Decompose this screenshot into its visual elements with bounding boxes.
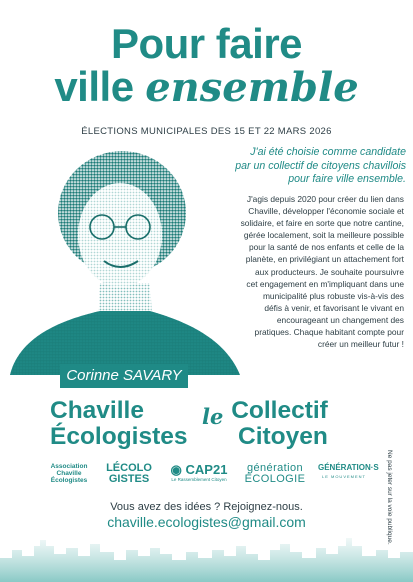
body-line: aux producteurs. Je souhaite poursuivre xyxy=(255,266,404,277)
title-word-ville: ville xyxy=(54,63,134,110)
elections-date: ÉLECTIONS MUNICIPALES DES 15 ET 22 MARS 2026 xyxy=(81,126,332,137)
body-line: défis à venir, et favorisant le vivant en xyxy=(264,302,404,313)
generations-logo-text: GÉNÉRATION·S xyxy=(318,463,379,472)
generations-logo xyxy=(318,463,379,493)
cap21-logo xyxy=(165,463,233,493)
ecologistes-word: Écologistes xyxy=(50,423,188,450)
generation-ecologie-logo xyxy=(240,463,310,493)
title-line-1: Pour faire xyxy=(110,20,303,67)
collectif-word: Collectif xyxy=(231,397,328,424)
collectif-citoyen-brand xyxy=(222,398,328,450)
cap21-swirl-icon: ◉ xyxy=(170,462,182,477)
eco-logo-line: LÉCOLO xyxy=(106,462,152,474)
intro-line: J'ai été choisie comme candidate xyxy=(250,146,406,158)
intro-line: pour faire ville ensemble. xyxy=(288,173,406,185)
contact-email-link[interactable]: chaville.ecologistes@gmail.com xyxy=(107,514,306,530)
body-line: Chaville, développer l'économie sociale et xyxy=(248,206,404,217)
assoc-logo-line: Écologistes xyxy=(50,477,88,484)
gen-logo-line: ÉCOLOGIE xyxy=(244,473,306,485)
body-line: encourageant un changement des xyxy=(276,314,404,325)
body-line: J'agis depuis 2020 pour créer du lien dans xyxy=(246,194,404,204)
intro-text xyxy=(168,146,406,187)
city-skyline-illustration xyxy=(0,526,413,582)
chaville-word: Chaville xyxy=(50,397,144,424)
body-line: pour la santé de nos enfants et celle de la xyxy=(248,242,404,253)
disclaimer-text: Ne pas jeter sur la voie publique. xyxy=(386,450,393,545)
le-word: le xyxy=(202,404,224,429)
assoc-logo-line: Association xyxy=(50,463,88,470)
intro-line: par un collectif de citoyens chavillois xyxy=(235,159,406,172)
les-ecologistes-logo xyxy=(100,463,158,493)
title-line-2 xyxy=(0,64,413,111)
eco-logo-line: GISTES xyxy=(108,473,150,485)
body-line: gérée localement, soit la meilleure possible xyxy=(243,230,404,241)
join-us-text: Vous avez des idées ? Rejoignez-nous. xyxy=(110,501,303,513)
body-line: cet engagement en m'impliquant dans une xyxy=(246,278,404,289)
association-logo xyxy=(44,463,94,493)
chaville-ecologistes-brand xyxy=(50,398,188,450)
candidate-name-banner xyxy=(60,364,188,388)
body-line: créer un meilleur futur ! xyxy=(317,339,404,350)
body-line: pratiques. Chaque habitant compte pour xyxy=(254,327,404,338)
generations-logo-subtitle: LE MOUVEMENT xyxy=(321,474,366,479)
gen-logo-line: génération xyxy=(247,462,303,474)
citoyen-word: Citoyen xyxy=(238,423,328,450)
candidate-last-name: SAVARY xyxy=(123,367,182,384)
body-line: municipalité plus robuste vis-à-vis des xyxy=(262,290,404,301)
assoc-logo-line: Chaville xyxy=(56,470,82,477)
body-line: planète, en privilégiant un attachement fort xyxy=(245,254,404,265)
body-text xyxy=(205,193,404,350)
body-line: solidaire, et faire en sorte que notre cantine, xyxy=(240,218,404,229)
candidate-first-name: Corinne xyxy=(66,367,119,384)
cap21-logo-subtitle: Le Rassemblement Citoyen xyxy=(171,477,227,482)
title-word-ensemble: ensemble xyxy=(145,64,359,111)
cap21-logo-text: CAP21 xyxy=(185,462,228,477)
